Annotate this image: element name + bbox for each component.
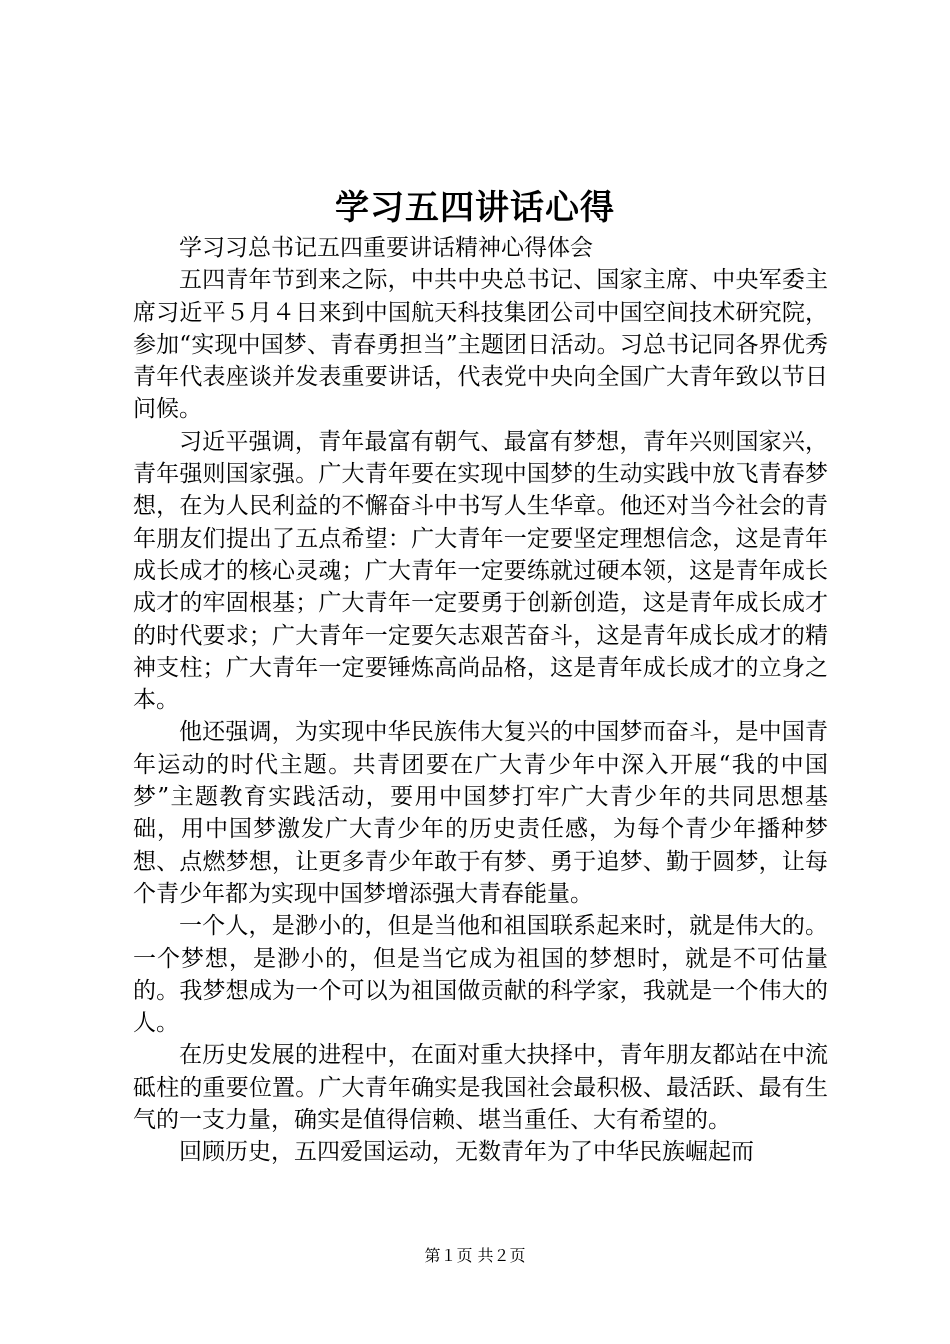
paragraph: 五四青年节到来之际，中共中央总书记、国家主席、中央军委主席习近平５月４日来到中国航天科技集团公司中国空间技术研究院，参加“实现中国梦、青春勇担当”主题团日活动。习总书记同各界优秀青年代表座谈并发表重要讲话，代表党中央向全国广大青年致以节日问候。 [133, 267, 828, 423]
paragraph: 习近平强调，青年最富有朝气、最富有梦想，青年兴则国家兴，青年强则国家强。广大青年要在实现中国梦的生动实践中放飞青春梦想，在为人民利益的不懈奋斗中书写人生华章。他还对当今社会的青年朋友们提出了五点希望：广大青年一定要坚定理想信念，这是青年成长成才的核心灵魂；广大青年一定要练就过硬本领，这是青年成长成才的牢固根基；广大青年一定要勇于创新创造，这是青年成长成才的时代要求；广大青年一定要矢志艰苦奋斗，这是青年成长成才的精神支柱；广大青年一定要锤炼高尚品格，这是青年成长成才的立身之本。 [133, 428, 828, 714]
paragraph: 在历史发展的进程中，在面对重大抉择中，青年朋友都站在中流砥柱的重要位置。广大青年确实是我国社会最积极、最活跃、最有生气的一支力量，确实是值得信赖、堪当重任、大有希望的。 [133, 1042, 828, 1134]
document-subtitle: 学习习总书记五四重要讲话精神心得体会 [179, 235, 593, 261]
paragraph: 一个人，是渺小的，但是当他和祖国联系起来时，就是伟大的。一个梦想，是渺小的，但是当它成为祖国的梦想时，就是不可估量的。我梦想成为一个可以为祖国做贡献的科学家，我就是一个伟大的人。 [133, 913, 828, 1037]
document-title: 学习五四讲话心得 [335, 188, 615, 228]
page-number-footer: 第１页 共２页 [424, 1246, 526, 1265]
document-body [133, 232, 828, 1169]
paragraph: 回顾历史，五四爱国运动，无数青年为了中华民族崛起而 [179, 1139, 754, 1166]
paragraph: 他还强调，为实现中华民族伟大复兴的中国梦而奋斗，是中国青年运动的时代主题。共青团要在广大青少年中深入开展“我的中国梦”主题教育实践活动，要用中国梦打牢广大青少年的共同思想基础，用中国梦激发广大青少年的历史责任感，为每个青少年播种梦想、点燃梦想，让更多青少年敢于有梦、勇于追梦、勤于圆梦，让每个青少年都为实现中国梦增添强大青春能量。 [133, 719, 828, 907]
